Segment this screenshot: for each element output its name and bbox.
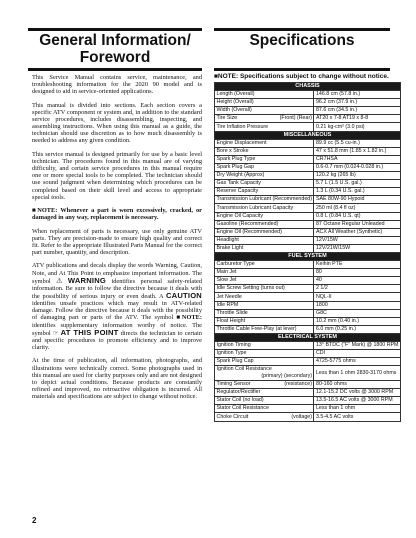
spec-qualifier: (resistance): [284, 381, 312, 388]
spec-label-cell: [215, 261, 314, 269]
spec-label: Gasoline (Recommended): [216, 220, 279, 227]
spec-label-cell: [215, 389, 314, 397]
spec-label: Headlight: [216, 236, 239, 243]
page-number: 2: [32, 516, 37, 525]
spec-value: 12V/21W/15W: [314, 244, 401, 252]
spec-label-cell: [215, 236, 314, 244]
spec-label: Timing Sensor: [216, 381, 251, 388]
spec-label-cell: [215, 277, 314, 285]
spec-label: Jet Needle: [216, 293, 242, 300]
spec-value: Less than 1 ohm 2830-3170 ohms: [314, 366, 401, 381]
spec-label: Transmission Lubricant (Recommended): [216, 196, 312, 203]
table-row: [215, 123, 401, 131]
table-row: [215, 155, 401, 163]
spec-label: Engine Displacement: [216, 139, 267, 146]
table-row: [215, 381, 401, 389]
spec-label: Regulator/Rectifier: [216, 389, 261, 396]
text-run: identifies unsafe practices which may result in ATV-related damage. Follow the directive because it deals with the possibility of damaging part or parts of the ATV. The symbol: [32, 300, 202, 322]
spec-qualifier: (voltage): [291, 413, 312, 420]
paragraph: When replacement of parts is necessary, use only genuine ATV parts. They are precision-made to ensure high quality and correct fit. Refer to the appropriate Illustrated Parts Manual for the correct part number, quantity, and description.: [32, 227, 202, 257]
spec-label-cell: [215, 317, 314, 325]
table-row: [215, 188, 401, 196]
table-row: [215, 180, 401, 188]
section-header-row: [215, 131, 401, 139]
spec-value: 6.0 mm (0.25 in.): [314, 325, 401, 333]
spec-value: 10.2 mm (0.40 in.): [314, 317, 401, 325]
spec-label-cell: [215, 147, 314, 155]
table-row: [215, 228, 401, 236]
paragraph-symbols: [32, 262, 202, 351]
spec-label: Spark Plug Gap: [216, 164, 254, 171]
spec-label: Carburetor Type: [216, 261, 255, 268]
foreword-body: [32, 74, 202, 407]
paragraph: This Service Manual contains service, maintenance, and troubleshooting information for the 2020 90 model and is designed to aid in service-oriented applications.: [32, 74, 202, 96]
spec-value: CDI: [314, 350, 401, 358]
table-row: [215, 163, 401, 171]
spec-label: Width (Overall): [216, 107, 252, 114]
spec-label: Spark Plug Type: [216, 155, 256, 162]
spec-label: Brake Light: [216, 244, 244, 251]
header-rule-top: [28, 28, 202, 31]
spec-label-cell: [215, 325, 314, 333]
table-row: [215, 236, 401, 244]
table-row: [215, 309, 401, 317]
spec-value: 3.5-4.5 AC volts: [314, 413, 401, 421]
spec-label-cell: [215, 301, 314, 309]
spec-value: 80-160 ohms: [314, 381, 401, 389]
spec-label-cell: [215, 244, 314, 252]
spec-qualifier: (primary) (secondary): [261, 373, 312, 380]
table-row: [215, 293, 401, 301]
right-header: [214, 10, 390, 71]
spec-value: 5.7 L (1.5 U.S. gal.): [314, 180, 401, 188]
specifications-table: [214, 82, 401, 422]
spec-label-cell: [215, 293, 314, 301]
spec-label: Dry Weight (Approx): [216, 172, 265, 179]
left-header: [28, 10, 202, 71]
table-row: [215, 285, 401, 293]
spec-label: Engine Oil (Recommended): [216, 228, 282, 235]
section-header-row: [215, 333, 401, 341]
table-row: [215, 366, 401, 381]
header-rule-top-right: [214, 28, 390, 31]
paragraph: This service manual is designed primarily for use by a basic level technician. The procedures found in this manual are of varying difficulty, and certain service procedures in this manual require one or more special tools to be completed. The technician should use sound judgment when determining which procedures can be completed based on their skill level and access to appropriate special tools.: [32, 150, 202, 201]
table-row: [215, 301, 401, 309]
spec-value: 2 1/2: [314, 285, 401, 293]
paragraph: At the time of publication, all information, photographs, and illustrations were technically correct. Some photographs used in this manual are used for clarity purposes only and are not designed to depict actual conditions. Because products are constantly refined and improved, no retroactive obligation is incurred. All materials and specifications are subject to change without notice.: [32, 357, 202, 401]
table-row: [215, 91, 401, 99]
table-row: [215, 325, 401, 333]
spec-label: Stator Coil Resistance: [216, 405, 269, 412]
spec-label-cell: [215, 123, 314, 131]
spec-value: 0.6-0.7 mm (0.024-0.028 in.): [314, 163, 401, 171]
page-title-general-information: [28, 32, 202, 66]
table-row: [215, 196, 401, 204]
spec-label: Transmission Lubricant Capacity: [216, 204, 294, 211]
text-run: identifies supplementary information worthy of notice. The symbol: [32, 321, 202, 337]
spec-label-cell: [215, 196, 314, 204]
spec-value: 87 Octane Regular Unleaded: [314, 220, 401, 228]
spec-label: Ignition Timing: [216, 342, 251, 349]
spec-value: ACX All Weather (Synthetic): [314, 228, 401, 236]
spec-label: Ignition Coil Resistance: [216, 366, 272, 373]
table-row: [215, 277, 401, 285]
spec-value: 250 ml (8.4 fl oz): [314, 204, 401, 212]
warning-word: WARNING: [67, 275, 106, 285]
spec-value: 40: [314, 277, 401, 285]
caution-word: CAUTION: [166, 291, 202, 300]
spec-value: NQL-II: [314, 293, 401, 301]
table-row: [215, 397, 401, 405]
spec-label: Main Jet: [216, 269, 237, 276]
spec-label-cell: [215, 115, 314, 123]
section-header-row: [215, 83, 401, 91]
spec-value: 13.5-16.5 AC volts @ 3000 RPM: [314, 397, 401, 405]
spec-value: 1800: [314, 301, 401, 309]
table-row: [215, 204, 401, 212]
table-row: [215, 139, 401, 147]
spec-label: Engine Oil Capacity: [216, 212, 264, 219]
title-line-2: Foreword: [79, 49, 151, 66]
table-row: [215, 212, 401, 220]
section-header-row: [215, 252, 401, 260]
spec-label-cell: [215, 204, 314, 212]
spec-label: Idle RPM: [216, 301, 239, 308]
text-run: ATV publications and decals display the words Warning, Caution, Note, and At This Point to emphasize important information. The symbol: [32, 262, 202, 285]
warning-triangle-icon: ⚠: [56, 276, 63, 285]
table-row: [215, 405, 401, 413]
spec-label-cell: [215, 397, 314, 405]
spec-label-cell: [215, 91, 314, 99]
spec-label: Float Height: [216, 317, 246, 324]
spec-label: Throttle Slide: [216, 309, 248, 316]
spec-label-cell: [215, 188, 314, 196]
spec-value: 146.8 cm (57.8 in.): [314, 91, 401, 99]
pointing-hand-icon: ☞: [52, 329, 59, 337]
spec-label-cell: [215, 228, 314, 236]
spec-value: 89.9 cc (5.5 cu-in.): [314, 139, 401, 147]
spec-value: 1.3 L (0.34 U.S. gal.): [314, 188, 401, 196]
section-header: ELECTRICAL SYSTEM: [215, 333, 401, 341]
spec-label-cell: [215, 220, 314, 228]
spec-label-cell: [215, 107, 314, 115]
spec-value: G8C: [314, 309, 401, 317]
specifications-table-wrapper: [214, 82, 399, 422]
spec-label-cell: [215, 381, 314, 389]
section-header: MISCELLANEOUS: [215, 131, 401, 139]
spec-value: SAE 80W-90 Hypoid: [314, 196, 401, 204]
spec-label: Reserve Capacity: [216, 188, 259, 195]
spec-label-cell: [215, 172, 314, 180]
note-word: ■NOTE:: [176, 314, 202, 322]
spec-label: Height (Overall): [216, 99, 254, 106]
spec-label: Stator Coil (no load): [216, 397, 264, 404]
spec-label: Bore x Stroke: [216, 147, 249, 154]
note-label: ■NOTE:: [32, 207, 58, 215]
text-run: directs the technician to certain and specific procedures to promote efficiency and to improve clarity.: [32, 329, 202, 352]
spec-label: Gas Tank Capacity: [216, 180, 261, 187]
table-row: [215, 317, 401, 325]
section-header: FUEL SYSTEM: [215, 252, 401, 260]
table-row: [215, 107, 401, 115]
spec-label-cell: [215, 342, 314, 350]
spec-label: Choke Circuit: [216, 413, 249, 420]
spec-value: 12V/15W: [314, 236, 401, 244]
spec-label-cell: [215, 269, 314, 277]
spec-label: Slow Jet: [216, 277, 237, 284]
spec-label-cell: [215, 285, 314, 293]
paragraph: This manual is divided into sections. Each section covers a specific ATV component or system and, in addition to the standard service procedures, includes disassembling, inspecting, and assembling instructions. When using this manual as a guide, the technician should use discretion as to how much disassembly is needed to address any given condition.: [32, 101, 202, 145]
spec-value: 13° BTDC ("F" Mark) @ 1800 RPM: [315, 342, 399, 349]
spec-label: Throttle Cable Free-Play (at lever): [216, 325, 297, 332]
spec-value: Keihin PTE: [314, 261, 401, 269]
spec-value: 0.8 L (0.84 U.S. qt): [314, 212, 401, 220]
spec-value: AT20 x 7-8 AT19 x 8-8: [314, 115, 401, 123]
spec-value: 4725-5775 ohms: [314, 358, 401, 366]
spec-label: Spark Plug Cap: [216, 358, 254, 365]
table-row: [215, 99, 401, 107]
table-row: [215, 342, 401, 350]
text-run: identifies personal safety-related information. Be sure to follow the directive because it deals with the possibility of serious injury or even death. A: [32, 277, 202, 300]
spec-label-cell: [215, 413, 314, 421]
spec-label-cell: [215, 309, 314, 317]
spec-value: 80: [314, 269, 401, 277]
spec-label-cell: [215, 405, 314, 413]
section-header: CHASSIS: [215, 83, 401, 91]
spec-label: Ignition Type: [216, 350, 247, 357]
table-row: [215, 358, 401, 366]
spec-value: Less than 1 ohm: [314, 405, 401, 413]
spec-label-cell: [215, 99, 314, 107]
table-row: [215, 172, 401, 180]
table-row: [215, 350, 401, 358]
table-row: [215, 413, 401, 421]
note-text: Whenever a part is worn excessively, cracked, or damaged in any way, replacement is necessary.: [32, 207, 202, 222]
spec-label-cell: [215, 350, 314, 358]
spec-label: Length (Overall): [216, 91, 255, 98]
spec-value: 12.1-15.2 DC volts @ 3000 RPM: [314, 389, 401, 397]
spec-label-cell: [215, 358, 314, 366]
spec-value: 87.6 cm (34.5 in.): [314, 107, 401, 115]
specifications-note: ■NOTE: Specifications subject to change without notice.: [214, 73, 389, 80]
spec-qualifier: (Front) (Rear): [279, 115, 312, 122]
spec-label-cell: [215, 163, 314, 171]
table-row: [215, 115, 401, 123]
spec-label-cell: [215, 180, 314, 188]
page-title-specifications: Specifications: [249, 32, 355, 49]
spec-label-cell: [215, 139, 314, 147]
spec-label-cell: [215, 155, 314, 163]
spec-label: Tire Size: [216, 115, 238, 122]
spec-value: 47 x 51.8 mm (1.85 x 1.82 in.): [314, 147, 401, 155]
spec-value: 120.2 kg (265 lb): [314, 172, 401, 180]
at-this-point-word: AT THIS POINT: [60, 327, 119, 337]
table-row: [215, 220, 401, 228]
table-row: [215, 147, 401, 155]
spec-label-cell: [215, 212, 314, 220]
table-row: [215, 389, 401, 397]
spec-label: Idle Screw Setting (turns out): [216, 285, 285, 292]
spec-value: CR7HSA: [314, 155, 401, 163]
spec-label-cell: [215, 366, 314, 381]
title-line-1: General Information/: [39, 32, 191, 49]
table-row: [215, 269, 401, 277]
spec-value: 0.21 kg-cm² (3.0 psi): [314, 123, 401, 131]
specifications-table-body: [215, 83, 401, 422]
spec-value: 96.2 cm (37.9 in.): [314, 99, 401, 107]
note-paragraph: [32, 207, 202, 221]
spec-label: Tire Inflation Pressure: [216, 123, 269, 130]
table-row: [215, 261, 401, 269]
table-row: [215, 244, 401, 252]
